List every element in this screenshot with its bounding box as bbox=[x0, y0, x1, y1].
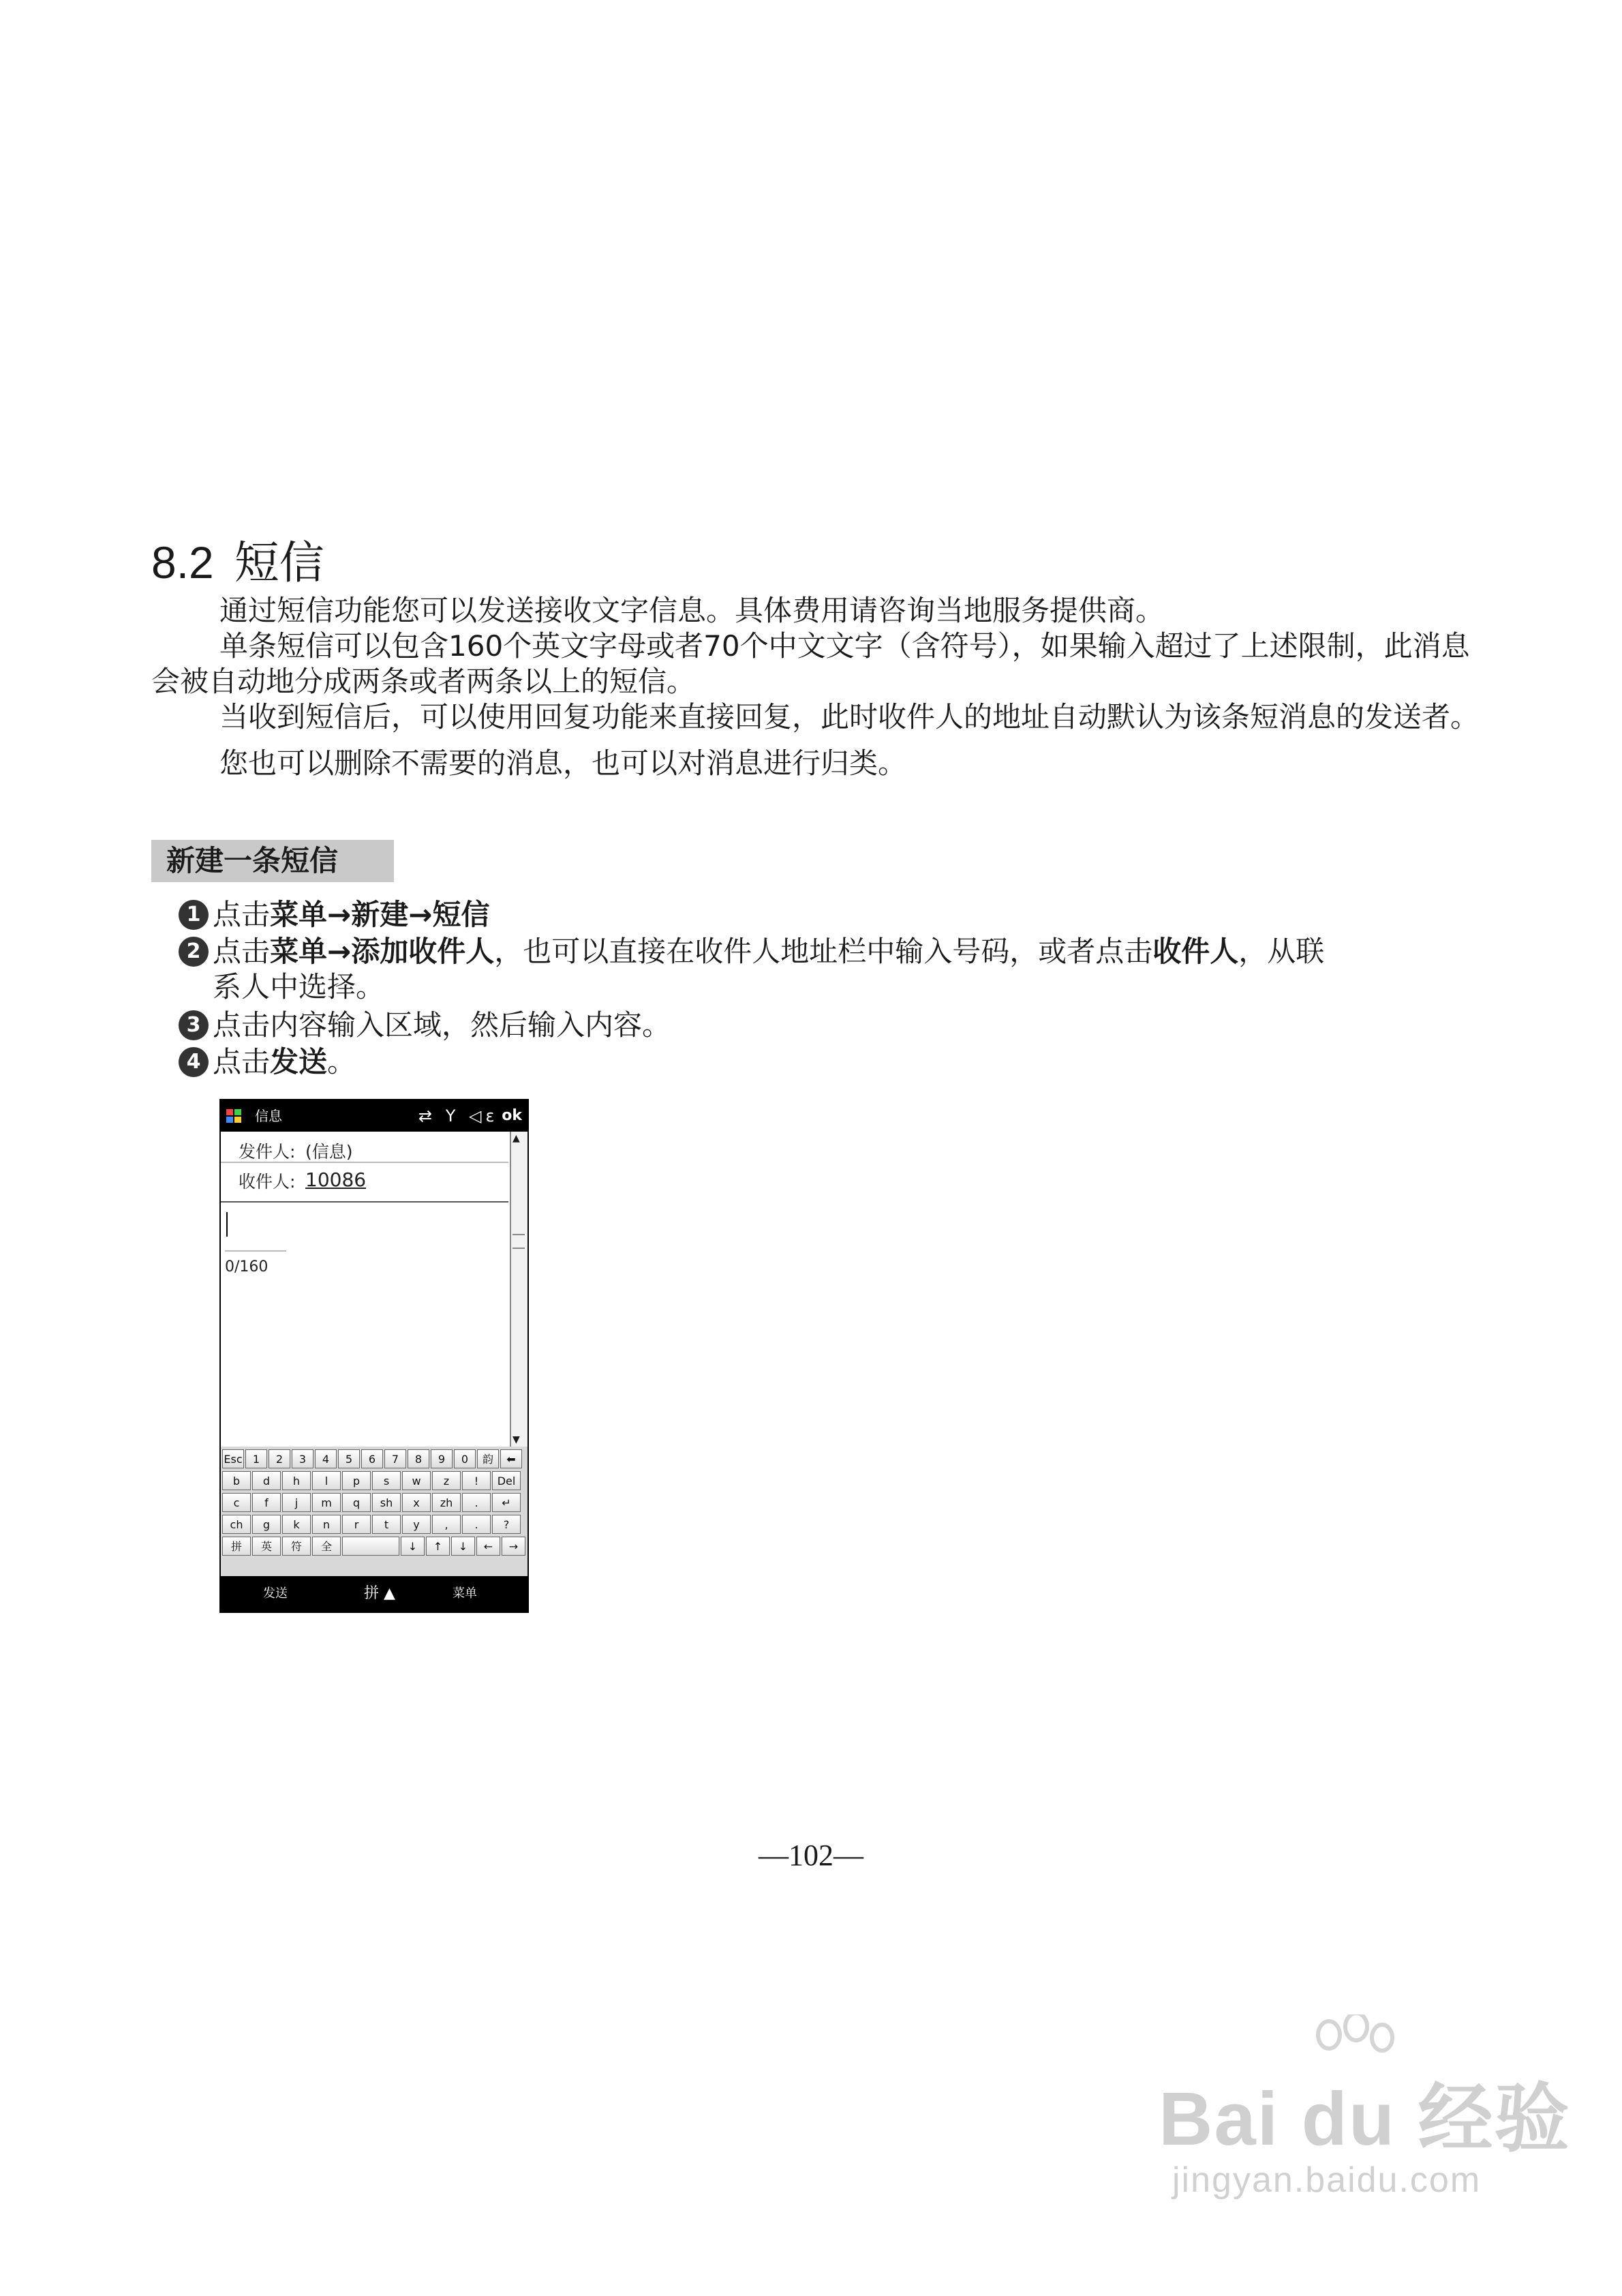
step-badge: 4 bbox=[179, 1047, 209, 1077]
to-field[interactable]: 10086 bbox=[305, 1168, 367, 1191]
app-title: 信息 bbox=[255, 1108, 282, 1124]
keyboard-key[interactable]: 4 bbox=[315, 1449, 337, 1468]
keyboard-key[interactable]: ? bbox=[492, 1515, 521, 1534]
send-softkey[interactable]: 发送 bbox=[263, 1586, 288, 1601]
paragraph: 您也可以删除不需要的消息，也可以对消息进行归类。 bbox=[219, 746, 907, 780]
keyboard-row bbox=[222, 1515, 521, 1535]
keyboard-key[interactable]: 5 bbox=[338, 1449, 360, 1468]
menu-ref: 新建 bbox=[351, 898, 409, 931]
step-badge: 2 bbox=[179, 937, 209, 967]
arrow: → bbox=[327, 898, 352, 931]
keyboard-key[interactable]: 7 bbox=[384, 1449, 406, 1468]
keyboard-key[interactable]: l bbox=[312, 1471, 341, 1490]
keyboard-key[interactable]: s bbox=[372, 1471, 401, 1490]
keyboard-key[interactable]: → bbox=[502, 1537, 525, 1556]
keyboard-key[interactable]: 2 bbox=[269, 1449, 290, 1468]
scroll-up-icon[interactable]: ▲ bbox=[512, 1133, 520, 1144]
ok-button[interactable]: ok bbox=[502, 1107, 522, 1124]
windows-start-icon[interactable] bbox=[225, 1107, 243, 1125]
keyboard-key[interactable]: t bbox=[372, 1515, 401, 1534]
keyboard-key[interactable]: Esc bbox=[222, 1449, 244, 1468]
keyboard-key[interactable]: 0 bbox=[454, 1449, 476, 1468]
keyboard-key[interactable]: y bbox=[402, 1515, 431, 1534]
divider bbox=[221, 1201, 508, 1203]
keyboard-key[interactable]: ⬅ bbox=[500, 1449, 522, 1468]
step-badge: 3 bbox=[179, 1010, 209, 1040]
paragraph: 单条短信可以包含160个英文字母或者70个中文文字（含符号），如果输入超过了上述限制，此消息会被自动地分成两条或者两条以上的短信。 bbox=[151, 629, 1470, 698]
keyboard-key[interactable]: . bbox=[462, 1493, 491, 1512]
keyboard-key[interactable]: . bbox=[462, 1515, 491, 1534]
keyboard-key[interactable]: zh bbox=[432, 1493, 461, 1512]
page-number: —102— bbox=[759, 1839, 863, 1872]
input-method-softkey[interactable]: 拼 ▲ bbox=[364, 1585, 395, 1602]
watermark-url: jingyan.baidu.com bbox=[1172, 2160, 1482, 2200]
keyboard-key[interactable]: ↓ bbox=[451, 1537, 475, 1556]
char-counter: 0/160 bbox=[225, 1258, 269, 1275]
arrow: → bbox=[408, 898, 433, 931]
menu-ref: 收件人 bbox=[1152, 935, 1239, 968]
step-text: ，也可以直接在收件人地址栏中输入号码，或者点击 bbox=[494, 935, 1153, 968]
keyboard-key[interactable]: m bbox=[312, 1493, 341, 1512]
to-label: 收件人: bbox=[239, 1172, 296, 1192]
keyboard-key[interactable]: g bbox=[252, 1515, 281, 1534]
keyboard-key[interactable]: p bbox=[342, 1471, 371, 1490]
keyboard-key[interactable]: x bbox=[402, 1493, 431, 1512]
keyboard-key[interactable]: ch bbox=[222, 1515, 251, 1534]
keyboard-key[interactable]: b bbox=[222, 1471, 251, 1490]
step-3 bbox=[179, 1008, 1487, 1043]
keyboard-key[interactable]: ↑ bbox=[426, 1537, 450, 1556]
keyboard-key[interactable]: n bbox=[312, 1515, 341, 1534]
paragraph: 通过短信功能您可以发送接收文字信息。具体费用请咨询当地服务提供商。 bbox=[219, 594, 1165, 627]
step-text-continued: 系人中选择。 bbox=[213, 970, 385, 1003]
soft-keyboard bbox=[221, 1447, 527, 1576]
keyboard-key[interactable]: ! bbox=[462, 1471, 491, 1490]
keyboard-key[interactable]: k bbox=[282, 1515, 311, 1534]
from-label: 发件人: bbox=[239, 1142, 296, 1162]
intro-paragraphs bbox=[151, 593, 1487, 781]
keyboard-key[interactable]: 英 bbox=[252, 1537, 281, 1556]
scrollbar[interactable] bbox=[510, 1132, 527, 1447]
keyboard-key[interactable]: j bbox=[282, 1493, 311, 1512]
subheading: 新建一条短信 bbox=[151, 840, 394, 882]
keyboard-key[interactable]: 8 bbox=[408, 1449, 429, 1468]
keyboard-row bbox=[222, 1449, 522, 1470]
menu-ref: 短信 bbox=[432, 898, 490, 931]
keyboard-key[interactable]: 3 bbox=[292, 1449, 313, 1468]
keyboard-key[interactable]: ↓ bbox=[401, 1537, 425, 1556]
keyboard-key[interactable]: ↵ bbox=[492, 1493, 521, 1512]
keyboard-key[interactable]: 9 bbox=[431, 1449, 453, 1468]
keyboard-key[interactable]: 拼 bbox=[222, 1537, 251, 1556]
keyboard-row bbox=[222, 1493, 521, 1513]
keyboard-key[interactable]: f bbox=[252, 1493, 281, 1512]
step-text: 。 bbox=[327, 1045, 356, 1078]
menu-softkey[interactable]: 菜单 bbox=[453, 1586, 477, 1601]
keyboard-key[interactable]: c bbox=[222, 1493, 251, 1512]
keyboard-key[interactable]: 全 bbox=[312, 1537, 341, 1556]
from-value: (信息) bbox=[305, 1142, 353, 1162]
keyboard-key[interactable]: q bbox=[342, 1493, 371, 1512]
keyboard-key[interactable]: z bbox=[432, 1471, 461, 1490]
scroll-thumb[interactable] bbox=[512, 1234, 525, 1249]
keyboard-row bbox=[222, 1537, 525, 1557]
step-1 bbox=[179, 897, 1487, 933]
step-text: ，从联 bbox=[1238, 935, 1325, 968]
keyboard-key[interactable]: Del bbox=[492, 1471, 521, 1490]
keyboard-row bbox=[222, 1471, 521, 1492]
menu-ref: 添加收件人 bbox=[351, 935, 495, 968]
text-cursor[interactable] bbox=[226, 1212, 228, 1237]
step-4 bbox=[179, 1044, 1487, 1080]
divider bbox=[225, 1250, 286, 1252]
step-text: 点击 bbox=[213, 935, 271, 968]
keyboard-key[interactable]: d bbox=[252, 1471, 281, 1490]
keyboard-key[interactable]: 1 bbox=[245, 1449, 267, 1468]
keyboard-key[interactable]: , bbox=[432, 1515, 461, 1534]
watermark-brand: Bai du 经验 bbox=[1159, 2077, 1571, 2161]
keyboard-key[interactable]: r bbox=[342, 1515, 371, 1534]
phone-title-bar bbox=[221, 1100, 527, 1132]
arrow: → bbox=[327, 935, 352, 968]
step-text: 点击 bbox=[213, 1045, 271, 1078]
step-badge: 1 bbox=[179, 900, 209, 930]
scroll-down-icon[interactable]: ▼ bbox=[512, 1434, 520, 1445]
keyboard-key[interactable]: h bbox=[282, 1471, 311, 1490]
section-name: 短信 bbox=[234, 537, 324, 589]
step-text: 点击 bbox=[213, 898, 271, 931]
keyboard-key[interactable]: ← bbox=[476, 1537, 500, 1556]
section-title bbox=[151, 537, 324, 589]
watermark bbox=[1159, 2059, 1571, 2201]
status-icons: ⇄ Y ◁ε bbox=[418, 1106, 499, 1126]
divider bbox=[221, 1162, 508, 1163]
keyboard-key[interactable]: 6 bbox=[361, 1449, 383, 1468]
menu-ref: 菜单 bbox=[270, 898, 328, 931]
step-2 bbox=[179, 934, 1487, 1005]
phone-screenshot bbox=[219, 1099, 529, 1613]
softkey-bar bbox=[221, 1576, 527, 1612]
keyboard-key[interactable]: w bbox=[402, 1471, 431, 1490]
keyboard-key[interactable] bbox=[342, 1537, 399, 1556]
menu-ref: 发送 bbox=[270, 1045, 328, 1078]
keyboard-key[interactable]: sh bbox=[372, 1493, 401, 1512]
menu-ref: 菜单 bbox=[270, 935, 328, 968]
section-number: 8.2 bbox=[151, 537, 214, 588]
keyboard-key[interactable]: 韵 bbox=[477, 1449, 499, 1468]
step-text: 点击内容输入区域，然后输入内容。 bbox=[213, 1008, 671, 1042]
keyboard-key[interactable]: 符 bbox=[282, 1537, 311, 1556]
paragraph: 当收到短信后，可以使用回复功能来直接回复，此时收件人的地址自动默认为该条短消息的发送者。 bbox=[219, 700, 1480, 734]
